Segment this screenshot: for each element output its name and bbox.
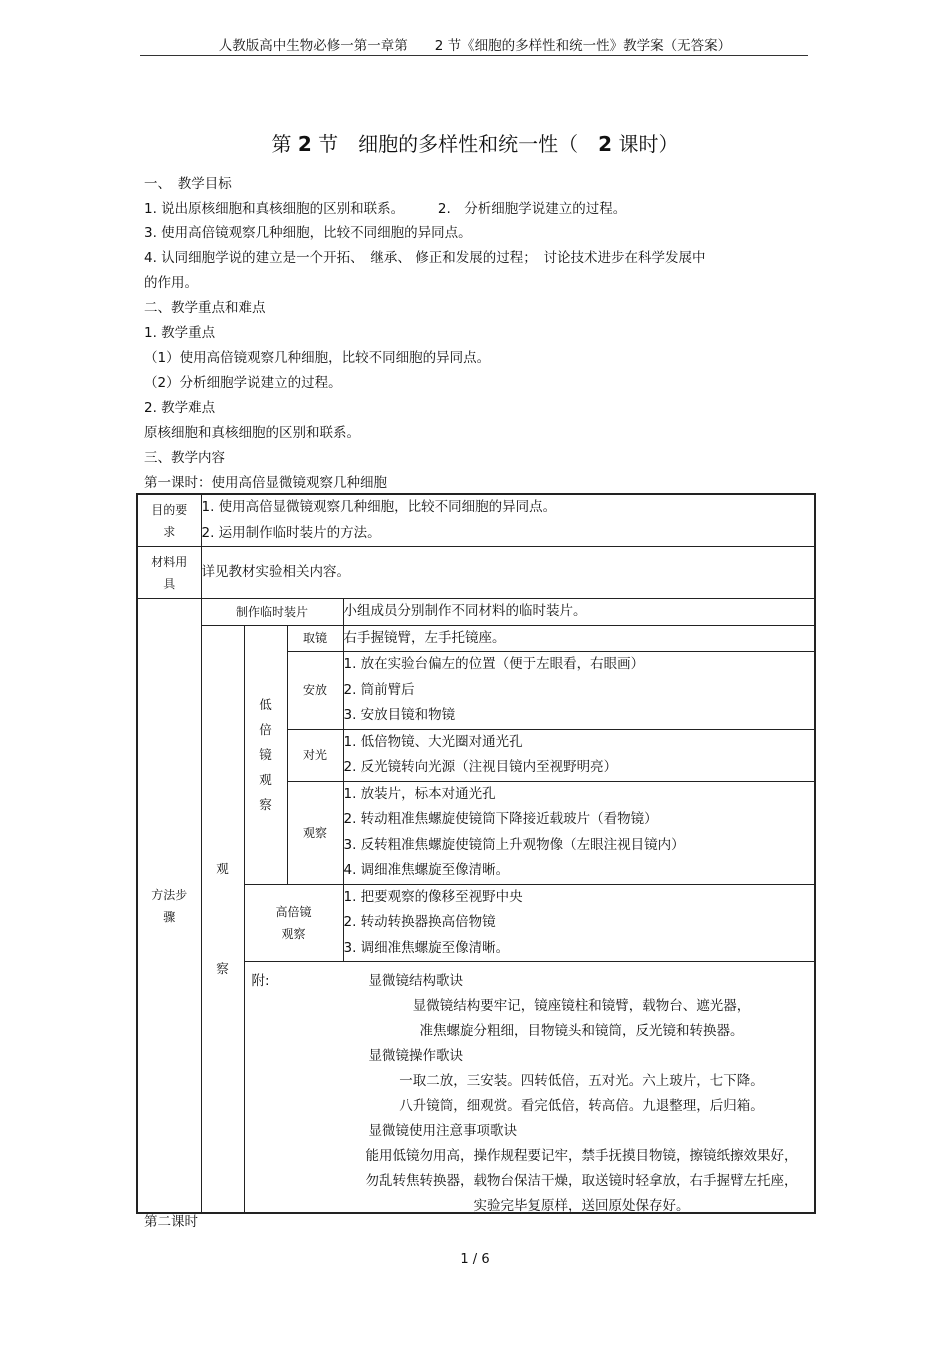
light-item: 2. 反光镜转向光源（注视目镜内至视野明亮） [343,759,618,775]
title-lesson-count: 2 [598,132,613,156]
place-label: 安放 [287,652,343,730]
high-power-label: 高倍镜 观察 [244,884,343,962]
lesson-table [136,493,816,1214]
high-power-content [343,884,815,962]
light-label: 对光 [287,729,343,781]
appendix-cell [244,962,815,1214]
lesson-2-heading: 第二课时 [144,1214,198,1230]
light-item: 1. 低倍物镜、大光圈对通光孔 [343,733,523,750]
take-content: 右手握镜臂，左手托镜座。 [343,625,815,652]
section-heading-content: 三、教学内容 [144,450,225,466]
row-materials [137,547,815,599]
high-item: 3. 调细准焦螺旋至像清晰。 [343,939,510,956]
high-item: 2. 转动转换器换高倍物镜 [343,914,496,930]
lesson-1-heading: 第一课时：使用高倍显微镜观察几种细胞 [144,475,387,491]
view-item: 4. 调细准焦螺旋至像清晰。 [343,862,510,878]
goals-label: 目的要 求 [137,494,201,547]
light-content [343,729,815,781]
place-item: 2. 筒前臂后 [343,681,415,698]
low-power-label: 低 倍 镜 观 察 [244,625,287,884]
row-goals [137,494,815,547]
keypoint-2: （2）分析细胞学说建立的过程。 [144,375,342,391]
observe-label: 观 察 [201,625,244,1213]
appendix-heading-operation: 显微镜操作歌诀 [368,1048,463,1064]
row-make-slide [137,599,815,626]
difficulty-1: 原核细胞和真核细胞的区别和联系。 [144,425,360,441]
make-slide-content: 小组成员分别制作不同材料的临时装片。 [343,599,815,626]
high-item: 1. 把要观察的像移至视野中央 [343,888,523,905]
goals-content [201,494,815,547]
method-label: 方法步 骤 [137,599,201,1214]
section-heading-keypoints: 二、教学重点和难点 [144,300,266,316]
goal-1: 1. 使用高倍显微镜观察几种细胞，比较不同细胞的异同点。 [201,499,557,515]
appendix-line-3: 一取二放，三安装。四转低倍，五对光。六上玻片，七下降。 [399,1073,764,1089]
title-section-number: 2 [297,132,312,156]
view-content [343,781,815,884]
objective-3: 3. 使用高倍镜观察几种细胞，比较不同细胞的异同点。 [144,225,472,241]
materials-content: 详见教材实验相关内容。 [201,547,815,599]
keypoint-1: （1）使用高倍镜观察几种细胞，比较不同细胞的异同点。 [144,350,491,366]
appendix-heading-notes: 显微镜使用注意事项歌诀 [368,1123,517,1139]
view-label: 观察 [287,781,343,884]
make-slide-label: 制作临时装片 [201,599,343,626]
take-label: 取镜 [287,625,343,652]
materials-label: 材料用 具 [137,547,201,599]
title-suffix: 课时） [612,132,679,156]
view-item: 2. 转动粗准焦螺旋使镜筒下降接近载玻片（看物镜） [343,811,658,827]
view-item: 1. 放装片，标本对通光孔 [343,785,496,802]
appendix-heading-structure: 显微镜结构歌诀 [368,973,463,989]
row-take [137,625,815,652]
place-item: 1. 放在实验台偏左的位置（便于左眼看，右眼画） [343,656,645,672]
appendix-line-4: 八升镜筒，细观赏。看完低倍，转高倍。九退整理，后归箱。 [399,1098,764,1114]
appendix-line-5: 能用低镜勿用高，操作规程要记牢，禁手抚摸目物镜，擦镜纸擦效果好， [365,1148,798,1164]
difficulty-heading: 2. 教学难点 [144,400,216,416]
goal-2: 2. 运用制作临时装片的方法。 [201,524,381,541]
section-heading-goals: 一、 教学目标 [144,176,232,192]
keypoint-heading: 1. 教学重点 [144,325,216,341]
appendix-line-1: 显微镜结构要牢记，镜座镜柱和镜臂，载物台、遮光器， [412,998,751,1014]
appendix-label: 附: [251,973,270,989]
place-content [343,652,815,730]
title-main: 节 细胞的多样性和统一性（ [311,132,599,156]
appendix-line-6: 勿乱转焦转换器，载物台保洁干燥，取送镜时轻拿放，右手握臂左托座， [365,1173,798,1189]
objective-1-2: 1. 说出原核细胞和真核细胞的区别和联系。 2. 分析细胞学说建立的过程。 [144,201,627,217]
place-item: 3. 安放目镜和物镜 [343,707,456,723]
title-prefix: 第 [271,132,298,156]
header-divider [140,55,808,56]
appendix-line-7: 实验完毕复原样，送回原处保存好。 [473,1198,690,1214]
objective-4: 4. 认同细胞学说的建立是一个开拓、 继承、 修正和发展的过程； 讨论技术进步在科学发展中 [144,250,706,266]
page-header: 人教版高中生物必修一第一章第 2 节《细胞的多样性和统一性》教学案（无答案） [218,38,732,54]
page-title [0,128,950,157]
view-item: 3. 反转粗准焦螺旋使镜筒上升观物像（左眼注视目镜内） [343,836,685,853]
appendix-line-2: 准焦螺旋分粗细，目物镜头和镜筒，反光镜和转换器。 [419,1023,744,1039]
objective-4-cont: 的作用。 [144,275,198,291]
page-number: 1 / 6 [460,1252,490,1267]
